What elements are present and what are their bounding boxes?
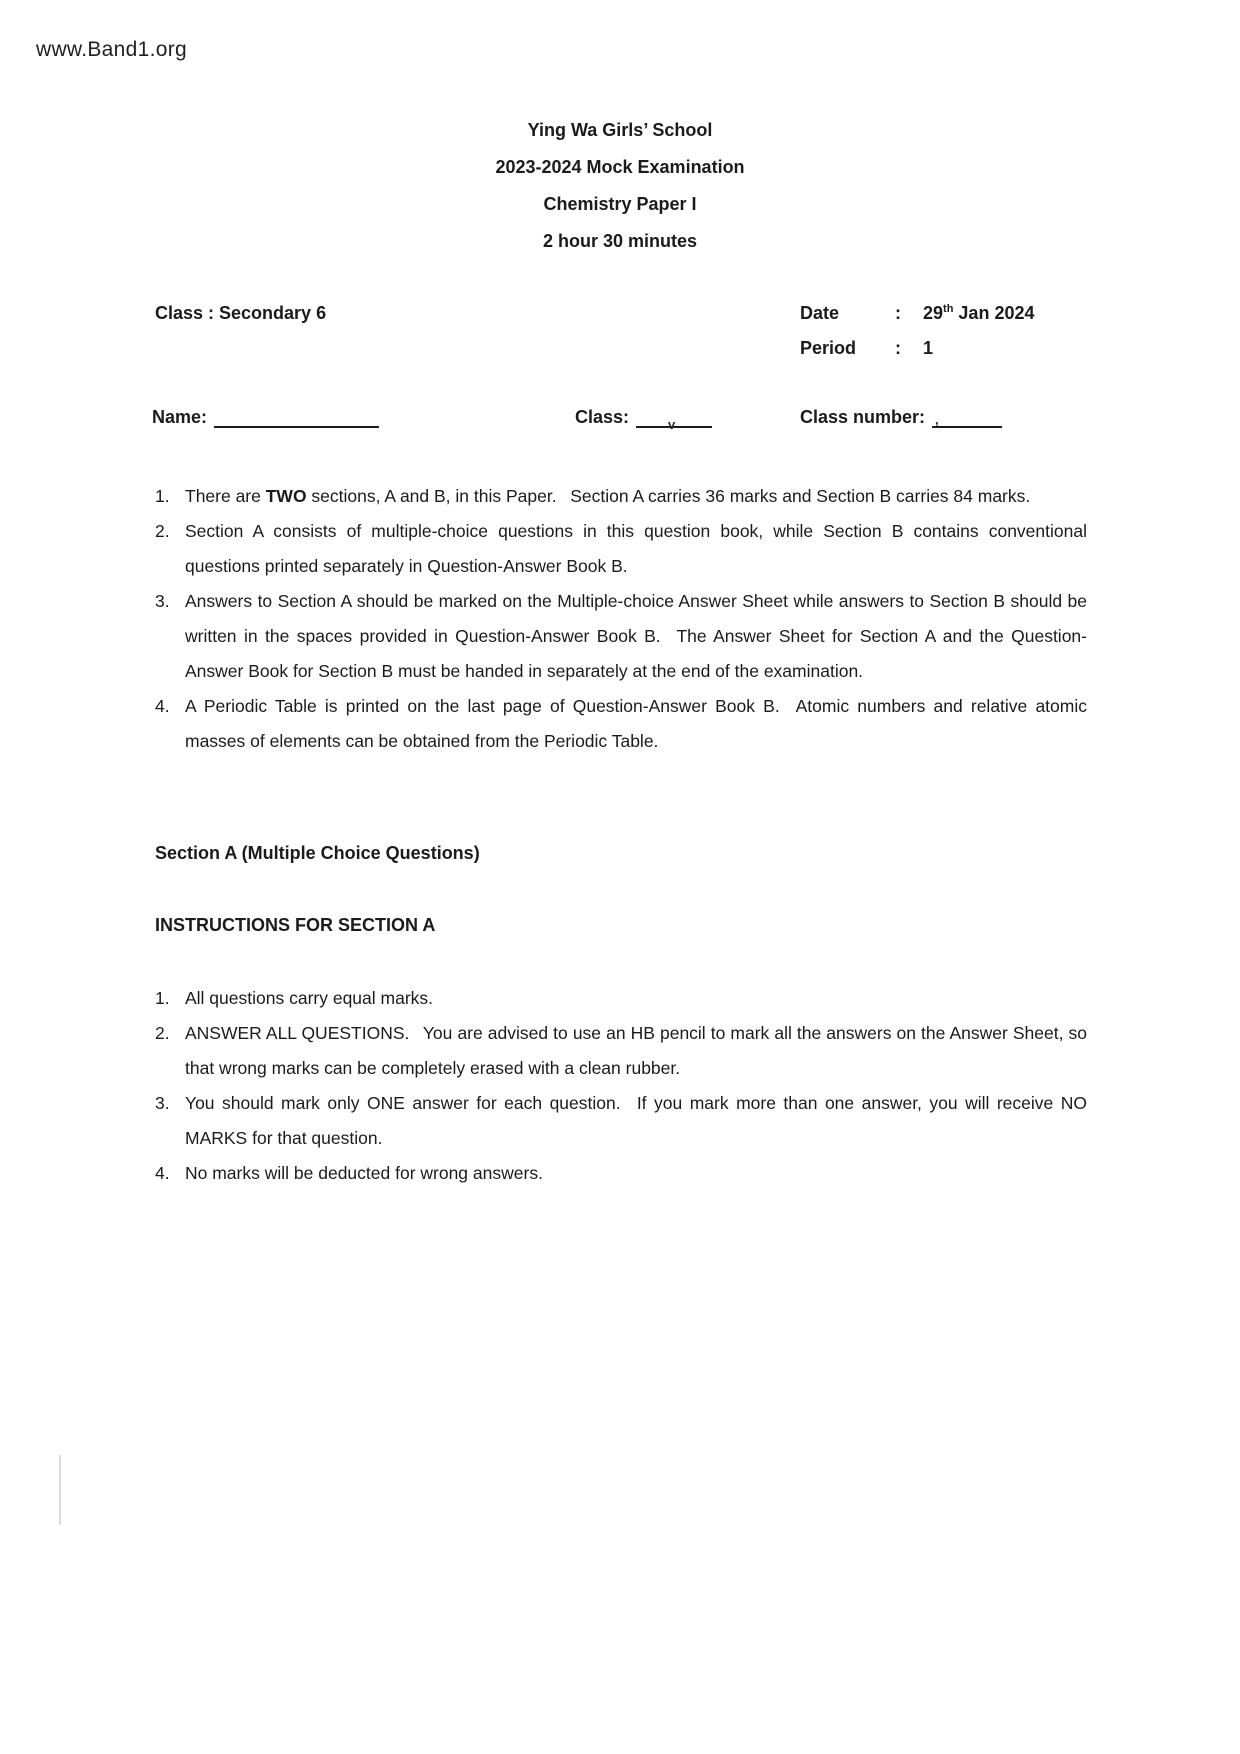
period-value: 1 <box>923 338 934 358</box>
item-text: Answers to Section A should be marked on the Multiple-choice Answer Sheet while answers to Section B should be written in the spaces provided in Question-Answer Book B. The Answer Sheet for Section A and the Question-Answer Book for Section B must be handed in separately at the end of the examination. <box>185 591 1087 681</box>
school-name: Ying Wa Girls’ School <box>527 120 713 140</box>
exam-title: 2023-2024 Mock Examination <box>495 157 745 177</box>
period-label: Period <box>800 338 857 358</box>
class-label: Class : Secondary 6 <box>155 303 327 323</box>
date-colon: : <box>895 303 901 323</box>
instruction-item <box>155 479 1087 514</box>
item-number: 3. <box>155 1093 170 1113</box>
item-number: 1. <box>155 988 170 1008</box>
instruction-item <box>155 584 1087 689</box>
section-a-instructions-list <box>155 981 1087 1191</box>
class-field-label: Class: <box>575 407 630 427</box>
class-number-underline <box>932 404 1002 428</box>
paper-title: Chemistry Paper I <box>543 194 697 214</box>
item-number: 1. <box>155 486 170 506</box>
instruction-item <box>155 689 1087 759</box>
instruction-item <box>155 981 1087 1016</box>
item-text: You should mark only ONE answer for each question. If you mark more than one answer, you will receive NO MARKS for that question. <box>185 1093 1087 1148</box>
class-underline <box>636 404 712 432</box>
instruction-item <box>155 1086 1087 1156</box>
class-handwritten-mark: v <box>668 417 676 432</box>
item-text: No marks will be deducted for wrong answers. <box>185 1163 543 1183</box>
item-text: There are TWO sections, A and B, in this Paper. Section A carries 36 marks and Section B carries 84 marks. <box>185 486 1031 506</box>
item-number: 4. <box>155 1163 170 1183</box>
instruction-item <box>155 1156 1087 1191</box>
section-a-heading: Section A (Multiple Choice Questions) <box>155 843 480 863</box>
name-underline <box>214 404 379 428</box>
exam-duration: 2 hour 30 minutes <box>542 231 698 251</box>
item-text: Section A consists of multiple-choice questions in this question book, while Section B contains conventional questions printed separately in Question-Answer Book B. <box>185 521 1087 576</box>
item-number: 3. <box>155 591 170 611</box>
name-field <box>152 404 379 428</box>
scan-artifact-line <box>59 1455 61 1525</box>
title-block <box>0 112 1240 260</box>
item-number: 2. <box>155 1023 170 1043</box>
date-label: Date <box>800 303 840 323</box>
instruction-item <box>155 514 1087 584</box>
watermark: www.Band1.org <box>36 38 187 61</box>
item-text: ANSWER ALL QUESTIONS. You are advised to use an HB pencil to mark all the answers on the Answer Sheet, so that wrong marks can be completely erased with a clean rubber. <box>185 1023 1087 1078</box>
item-number: 2. <box>155 521 170 541</box>
name-label: Name: <box>152 407 208 427</box>
date-ordinal: th <box>943 303 954 315</box>
item-text: All questions carry equal marks. <box>185 988 434 1008</box>
class-number-label: Class number: <box>800 407 926 427</box>
class-field <box>575 404 712 432</box>
period-colon: : <box>895 338 901 358</box>
instructions-heading: INSTRUCTIONS FOR SECTION A <box>155 915 436 935</box>
date-value: 29th Jan 2024 <box>923 303 1035 323</box>
date-period-block <box>800 296 1034 366</box>
class-number-handwritten-mark: , <box>935 412 939 427</box>
item-number: 4. <box>155 696 170 716</box>
item-text: A Periodic Table is printed on the last page of Question-Answer Book B. Atomic numbers and relative atomic masses of elements can be obtained from the Periodic Table. <box>185 696 1087 751</box>
general-instructions-list <box>155 479 1087 759</box>
class-number-field <box>800 404 1002 428</box>
instruction-item <box>155 1016 1087 1086</box>
